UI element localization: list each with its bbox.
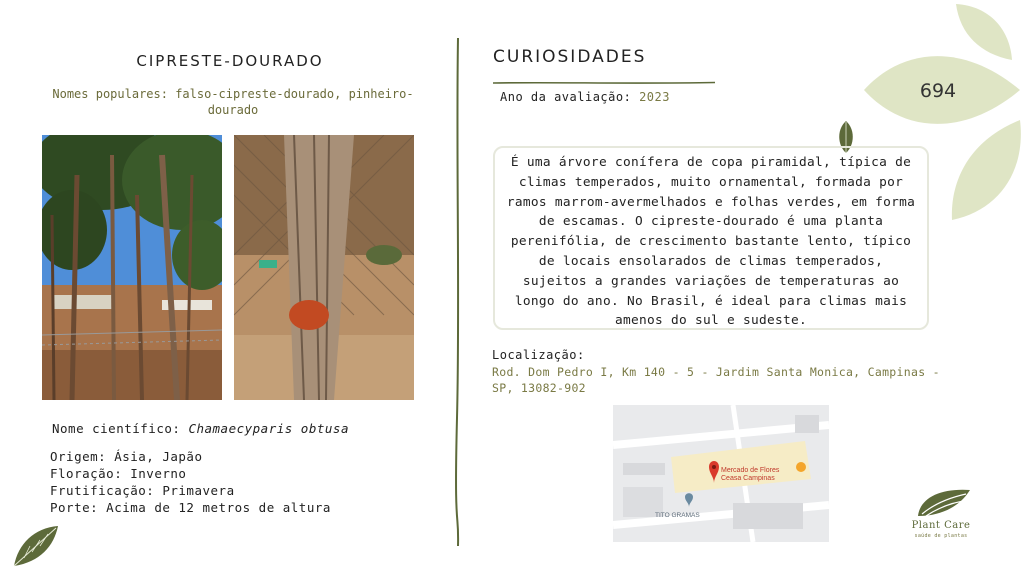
column-divider [455, 38, 461, 546]
evaluation-year [500, 90, 670, 104]
map-place-line1: Mercado de Flores [721, 467, 780, 474]
brand-tagline: saúde de plantas [914, 533, 968, 539]
year-value: 2023 [639, 90, 670, 104]
scientific-label: Nome científico: [52, 421, 181, 436]
leaf-icon [12, 524, 60, 572]
scientific-name: Chamaecyparis obtusa [188, 421, 349, 436]
title-underline [493, 70, 715, 74]
fact-fruiting: Frutificação: Primavera [50, 483, 235, 498]
fact-flowering: Floração: Inverno [50, 466, 187, 481]
brand-name: Plant Care [911, 520, 971, 531]
fact-size: Porte: Acima de 12 metros de altura [50, 500, 331, 515]
scientific-name-line [52, 421, 349, 436]
map-place-label [721, 467, 779, 483]
plant-title: CIPRESTE-DOURADO [136, 52, 324, 70]
popular-names: Nomes populares: falso-cipreste-dourado, pinheiro-dourado [52, 87, 414, 117]
curiosities-title: CURIOSIDADES [493, 47, 647, 67]
description-box: É uma árvore conífera de copa piramidal, típica de climas temperados, muito ornamental, formada por ramos marrom-avermelhados e folhas verdes, em forma de escamas. O cipreste-dourado é uma planta perenifólia, de crescimento bastante lento, típico de locais ensolarados de climas temperados, sujeitos a grandes variações de temperaturas ao longo do ano. No Brasil, é ideal para climas mais amenos do sul e sudeste. [493, 146, 929, 330]
map-place-line2: Ceasa Campinas [721, 475, 775, 482]
tree-group-photo [42, 135, 222, 400]
fact-origin: Origem: Ásia, Japão [50, 449, 203, 464]
location-label: Localização: [492, 348, 585, 362]
leaf-decoration [860, 0, 1024, 230]
year-label: Ano da avaliação: [500, 90, 632, 104]
location-map[interactable] [613, 405, 829, 542]
tree-trunk-photo [234, 135, 414, 400]
map-poi-label: TITO GRAMAS [655, 512, 700, 519]
plant-number-badge: 694 [919, 80, 957, 102]
location-address: Rod. Dom Pedro I, Km 140 - 5 - Jardim Santa Monica, Campinas - SP, 13082-902 [492, 365, 940, 395]
plant-facts [50, 448, 331, 516]
